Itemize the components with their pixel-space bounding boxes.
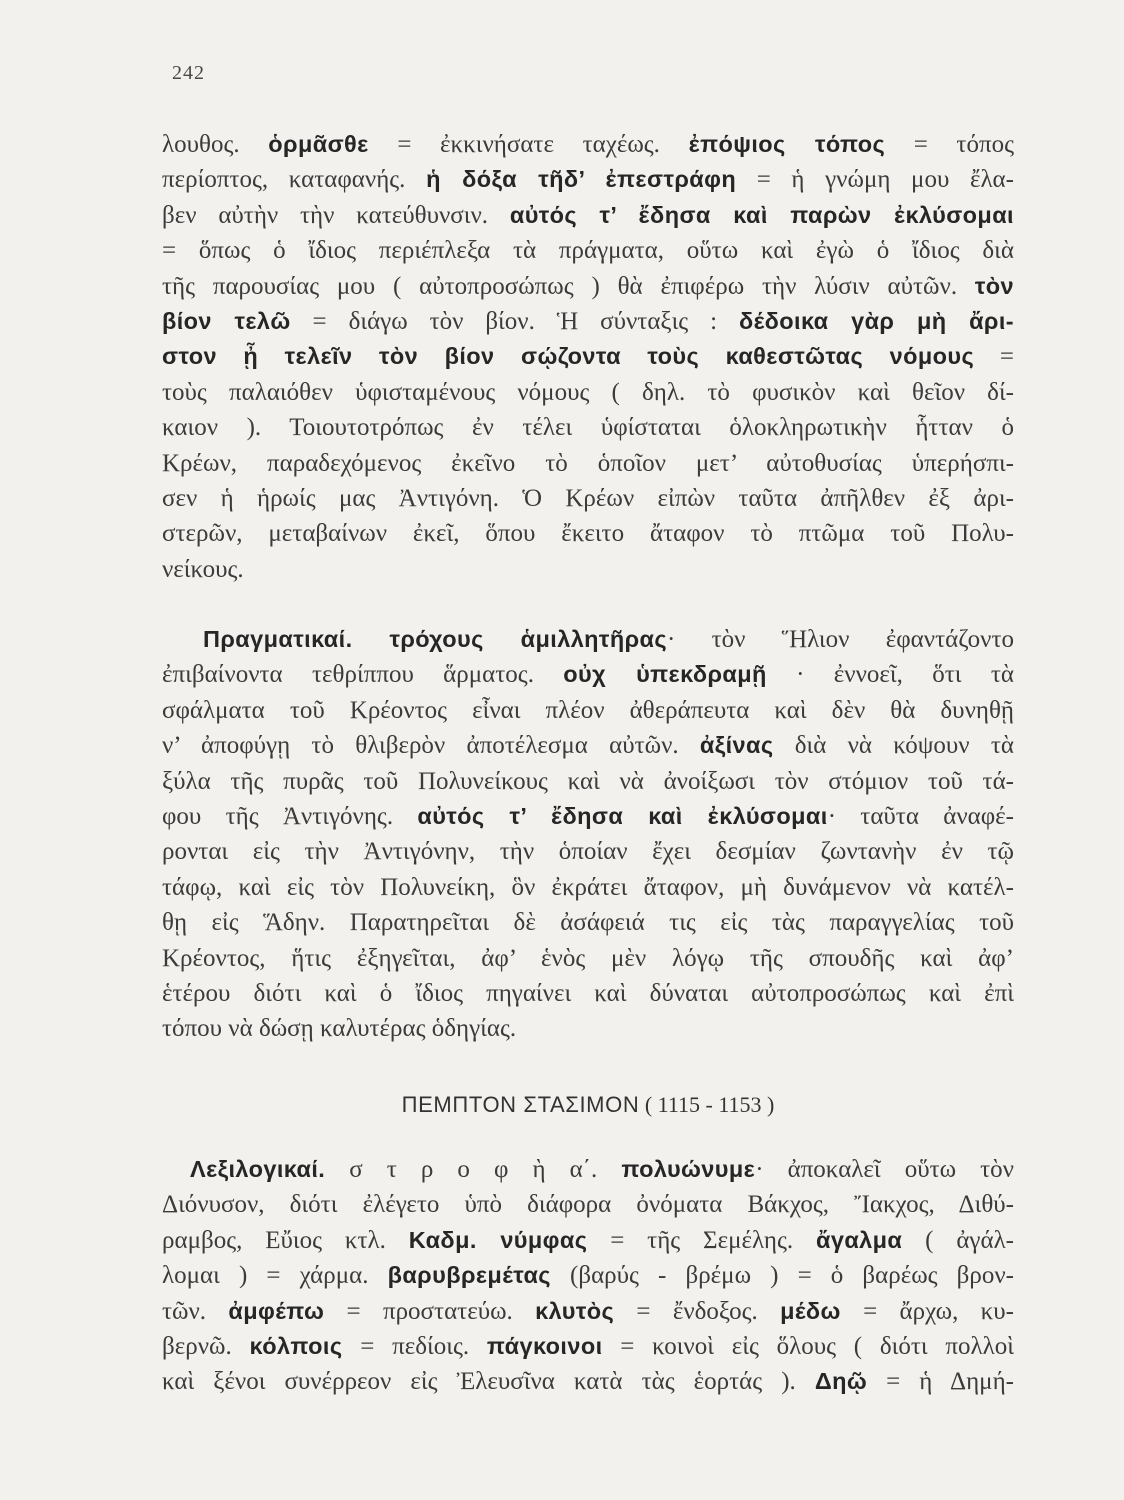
text-run: = ἐκκινήσατε ταχέως. xyxy=(368,131,689,158)
text-line xyxy=(162,552,1014,587)
text-run: τῆς παρουσίας μου ( αὐτοπροσώπως ) θὰ ἐπιφέρω τὴν λύσιν αὐτῶν. xyxy=(162,272,975,300)
text-run: σφάλματα τοῦ Κρέοντος εἶναι πλέον ἀθεράπευτα καὶ δὲν θὰ δυνηθῇ xyxy=(162,696,1014,724)
text-run: = τῆς Σεμέλης. xyxy=(587,1226,816,1254)
text-line xyxy=(162,304,1014,339)
text-line xyxy=(162,941,1014,976)
text-run: τόπου νὰ δώσῃ καλυτέρας ὁδηγίας. xyxy=(162,1015,517,1043)
text-run: = διάγω τὸν βίον. Ἡ σύνταξις : xyxy=(290,307,739,335)
text-run: ἑτέρου διότι καὶ ὁ ἴδιος πηγαίνει καὶ δύναται αὐτοπροσώπως καὶ ἐπὶ xyxy=(162,979,1014,1007)
bold-term: βαρυβρεμέτας xyxy=(387,1262,551,1289)
text-run: = ὅπως ὁ ἴδιος περιέπλεξα τὰ πράγματα, οὕτω καὶ ἐγὼ ὁ ἴδιος διὰ xyxy=(162,237,1014,265)
text-run: = xyxy=(974,343,1015,371)
text-run: = ἡ Δημή- xyxy=(867,1368,1014,1396)
text-run: ( ἀγάλ- xyxy=(902,1226,1015,1254)
section-heading-title: ΠΕΜΠΤΟΝ ΣΤΑΣΙΜΟΝ xyxy=(401,1092,640,1117)
section-heading-verse-range: ( 1115 - 1153 ) xyxy=(639,1092,775,1117)
text-line xyxy=(162,1364,1014,1399)
text-line xyxy=(162,375,1014,410)
text-run: ραμβος, Εὔιος κτλ. xyxy=(162,1226,409,1254)
text-line xyxy=(162,728,1014,763)
text-line xyxy=(162,799,1014,834)
text-line xyxy=(162,1258,1014,1293)
text-run: σ τ ρ ο φ ὴ α΄. xyxy=(325,1156,622,1183)
bold-term: μέδω xyxy=(780,1297,841,1324)
text-line xyxy=(162,1294,1014,1329)
bold-term: κόλποις xyxy=(249,1332,343,1359)
bold-term: ἡ δόξα τῆδ’ ἐπεστράφη xyxy=(426,166,737,193)
text-run: βεν αὐτὴν τὴν κατεύθυνσιν. xyxy=(162,201,510,229)
bold-term: Λεξιλογικαί. xyxy=(190,1156,326,1182)
bold-term: αὐτός τ’ ἔδησα καὶ παρὼν ἐκλύσομαι xyxy=(509,201,1014,228)
text-run: = κοινοὶ εἰς ὅλους ( διότι πολλοὶ xyxy=(602,1332,1015,1360)
bold-term: ἀμφέπω xyxy=(228,1297,325,1324)
text-run: λομαι ) = χάρμα. xyxy=(162,1262,388,1290)
text-run: = ἡ γνώμη μου ἔλα- xyxy=(736,166,1014,194)
text-run: περίοπτος, καταφανής. xyxy=(162,166,427,194)
text-line xyxy=(162,657,1014,692)
bold-term: κλυτὸς xyxy=(535,1297,615,1324)
bold-term: ἄγαλμα xyxy=(816,1226,903,1253)
text-run: τοὺς παλαιόθεν ὑφισταμένους νόμους ( δηλ. τὸ φυσικὸν καὶ θεῖον δί- xyxy=(162,378,1014,406)
text-run: λουθος. xyxy=(162,131,269,158)
bold-term: πολυώνυμε xyxy=(621,1156,756,1182)
text-line xyxy=(162,233,1014,268)
text-line xyxy=(162,269,1014,304)
text-line xyxy=(162,339,1014,374)
text-line xyxy=(162,834,1014,869)
text-run: (βαρύς - βρέμω ) = ὁ βαρέως βρον- xyxy=(550,1262,1014,1290)
text-line xyxy=(162,446,1014,481)
text-line xyxy=(162,905,1014,940)
text-run: φου τῆς Ἀντιγόνης. xyxy=(162,802,418,830)
bold-term: Πραγματικαί. τρόχους ἁμιλλητῆρας xyxy=(203,626,667,652)
paragraph-continuation xyxy=(162,127,1014,587)
text-run: ἐπιβαίνοντα τεθρίππου ἅρματος. xyxy=(162,661,564,689)
text-run: βερνῶ. xyxy=(162,1332,250,1360)
bold-term: Καδμ. νύμφας xyxy=(408,1226,588,1253)
section-heading xyxy=(162,1087,1014,1123)
text-run: ρονται εἰς τὴν Ἀντιγόνην, τὴν ὁποίαν ἔχει δεσμίαν ζωντανὴν ἐν τῷ xyxy=(162,838,1014,866)
text-run: σεν ἡ ἡρωίς μας Ἀντιγόνη. Ὁ Κρέων εἰπὼν ταῦτα ἀπῆλθεν ἐξ ἀρι- xyxy=(162,484,1014,512)
paragraph-lexilogikai xyxy=(162,1152,1014,1400)
text-run: θῃ εἰς Ἅδην. Παρατηρεῖται δὲ ἀσάφειά τις εἰς τὰς παραγγελίας τοῦ xyxy=(162,909,1014,937)
text-line xyxy=(162,870,1014,905)
text-run: ξύλα τῆς πυρᾶς τοῦ Πολυνείκους καὶ νὰ ἀνοίξωσι τὸν στόμιον τοῦ τά- xyxy=(162,767,1014,795)
bold-term: στον ᾖ τελεῖν τὸν βίον σῴζοντα τοὺς καθεστῶτας νόμους xyxy=(162,343,975,370)
text-run: = ἄρχω, κυ- xyxy=(840,1297,1014,1325)
text-run: τῶν. xyxy=(162,1297,229,1325)
text-line xyxy=(162,162,1014,197)
text-line xyxy=(162,198,1014,233)
bold-term: τὸν xyxy=(974,272,1014,299)
text-line xyxy=(162,410,1014,445)
bold-term: Δηῷ xyxy=(814,1368,868,1395)
text-run: Διόνυσον, διότι ἐλέγετο ὑπὸ διάφορα ὀνόματα Βάκχος, Ἴακχος, Διθύ- xyxy=(162,1191,1014,1219)
text-line xyxy=(162,1152,1014,1187)
text-line xyxy=(162,481,1014,516)
bold-term: βίον τελῶ xyxy=(162,307,291,334)
text-line xyxy=(162,622,1014,657)
text-run: τάφῳ, καὶ εἰς τὸν Πολυνείκη, ὃν ἐκράτει ἄταφον, μὴ δυνάμενον νὰ κατέλ- xyxy=(162,873,1014,901)
text-run: ν’ ἀποφύγῃ τὸ θλιβερὸν ἀποτέλεσμα αὐτῶν. xyxy=(162,732,700,760)
text-line xyxy=(162,127,1014,162)
text-line xyxy=(162,1011,1014,1046)
text-run: · ἀποκαλεῖ οὕτω τὸν xyxy=(755,1156,1014,1183)
page-number: 242 xyxy=(172,62,205,84)
text-run: Κρέων, παραδεχόμενος ἐκεῖνο τὸ ὁποῖον μετ’ αὐτοθυσίας ὑπερήσπι- xyxy=(162,449,1014,477)
text-run: καὶ ξένοι συνέρρεον εἰς Ἐλευσῖνα κατὰ τὰς ἑορτάς ). xyxy=(162,1368,815,1396)
paragraph-pragmatikai xyxy=(162,622,1014,1047)
text-run: Κρέοντος, ἥτις ἐξηγεῖται, ἀφ’ ἑνὸς μὲν λόγῳ τῆς σπουδῆς καὶ ἀφ’ xyxy=(162,944,1014,972)
bold-term: δέδοικα γὰρ μὴ ἄρι- xyxy=(738,307,1015,334)
text-run: διὰ νὰ κόψουν τὰ xyxy=(773,732,1014,760)
text-line xyxy=(162,1187,1014,1222)
text-run: · τὸν Ἥλιον ἐφαντάζοντο xyxy=(666,626,1014,653)
bold-term: αὐτός τ’ ἔδησα καὶ ἐκλύσομαι xyxy=(417,802,828,829)
text-run: καιον ). Τοιουτοτρόπως ἐν τέλει ὑφίσταται ὁλοκληρωτικὴν ἧτταν ὁ xyxy=(162,414,1014,442)
text-run: · ἐννοεῖ, ὅτι τὰ xyxy=(766,661,1014,689)
text-run: = πεδίοις. xyxy=(342,1332,487,1360)
bold-term: ὁρμᾶσθε xyxy=(268,131,369,157)
bold-term: ἀξίνας xyxy=(699,732,774,759)
text-run: στερῶν, μεταβαίνων ἐκεῖ, ὅπου ἔκειτο ἄταφον τὸ πτῶμα τοῦ Πολυ- xyxy=(162,520,1014,548)
text-line xyxy=(162,693,1014,728)
text-line xyxy=(162,764,1014,799)
bold-term: ἐπόψιος τόπος xyxy=(688,131,886,157)
text-run: · ταῦτα ἀναφέ- xyxy=(827,802,1014,830)
bold-term: οὐχ ὑπεκδραμῇ xyxy=(563,661,767,688)
text-run: = προστατεύω. xyxy=(324,1297,536,1325)
text-line xyxy=(162,976,1014,1011)
text-run: νείκους. xyxy=(162,555,244,583)
text-line xyxy=(162,1223,1014,1258)
text-line xyxy=(162,516,1014,551)
text-run: = ἔνδοξος. xyxy=(614,1297,781,1325)
bold-term: πάγκοινοι xyxy=(486,1332,603,1359)
text-line xyxy=(162,1329,1014,1364)
text-run: = τόπος xyxy=(885,131,1014,158)
